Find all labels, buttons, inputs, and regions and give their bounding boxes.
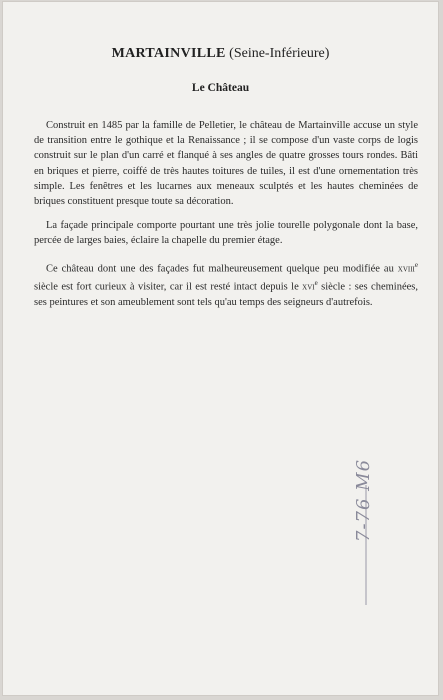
handwritten-code: 7-76 M6	[353, 458, 374, 542]
page-subtitle: Le Château	[191, 82, 250, 94]
title-region: (Seine-Inférieure)	[229, 46, 330, 61]
ordinal-18: e	[414, 260, 418, 269]
paragraph-3-part-a: Ce château dont une des façades fut malheureusement quelque peu modifiée au	[46, 263, 398, 275]
paragraph-3-part-c: siècle : ses cheminées, ses peintures et son ameublement sont tels qu'au temps des seigneurs d'autrefois.	[34, 281, 418, 309]
century-16: xvi	[302, 281, 315, 293]
paragraph-3-part-b: siècle est fort curieux à visiter, car il est resté intact depuis le	[34, 281, 303, 293]
description-text	[34, 118, 418, 319]
century-18: xviii	[397, 263, 415, 275]
paragraph-1: Construit en 1485 par la famille de Pelletier, le château de Martainville accuse un style de transition entre le gothique et la Renaissance ; il se compose d'un vaste corps de logis construit sur le plan d'un carré et flanqué à ses angles de quatre grosses tours rondes. Bâti en briques et pierre, coiffé de très hautes toitures de tuiles, il est d'une ornementation très simple. Les fenêtres et les lucarnes aux meneaux sculptés et les hautes cheminées de briques constituent presque toute sa décoration.	[34, 120, 418, 208]
ordinal-16: e	[314, 279, 318, 288]
paragraph-3	[34, 258, 418, 311]
paragraph-2: La façade principale comporte pourtant une très jolie tourelle polygonale dont la base, percée de larges baies, éclaire la chapelle du premier étage.	[34, 220, 418, 247]
page-title	[3, 46, 438, 62]
handwritten-annotation	[353, 452, 383, 542]
title-main: MARTAINVILLE	[111, 46, 226, 61]
postcard-back	[2, 1, 439, 696]
